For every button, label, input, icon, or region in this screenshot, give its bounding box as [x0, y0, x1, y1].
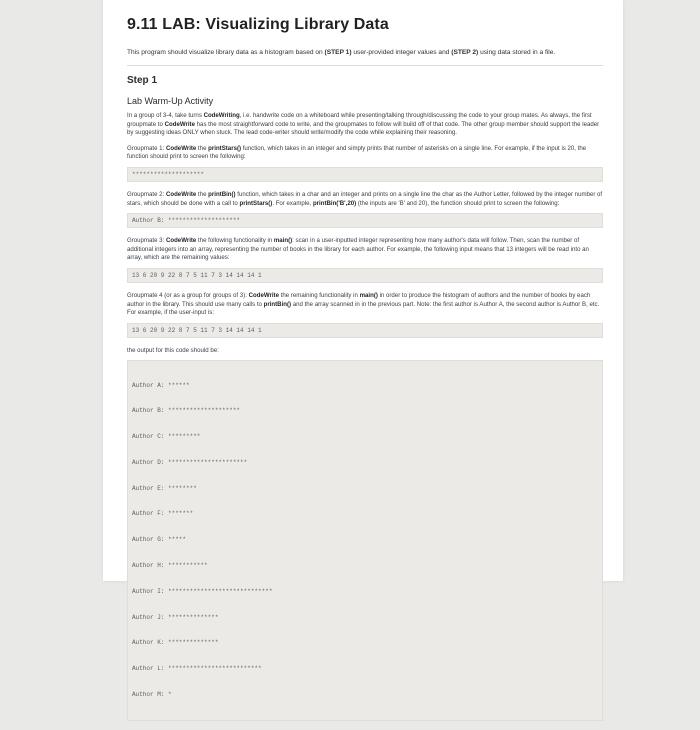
histogram-line: Author K: ************** [132, 639, 219, 647]
step-heading: Step 1 [127, 75, 158, 86]
histogram-line: Author D: ********************** [132, 458, 248, 466]
text-bold: printStars() [239, 199, 273, 207]
text-bold: CodeWrite [164, 120, 195, 128]
text: (the inputs are 'B' and 20), the function should print to screen the following: [356, 199, 560, 207]
lab-content [127, 16, 603, 730]
text: : scan in a user-inputted integer representing how many author's data will follow. Then, scan the number of additional integers into an array, representing the number of books in the library for each author. For example, the following input means that 13 integers will be read into an array, which are the remaining values: [127, 237, 589, 262]
text: the remaining functionality in [278, 291, 360, 299]
paragraph-groupmate-3 [127, 237, 603, 263]
histogram-line: Author H: *********** [132, 561, 208, 569]
text: the following functionality in [196, 237, 274, 245]
code-example-stars: ******************** [127, 167, 603, 182]
intro-step2: (STEP 2) [451, 49, 479, 56]
text-bold: CodeWriting [203, 112, 240, 119]
text: function, which takes in an integer and simply prints that number of asterisks on a single line. For example, if the input is 20, the function should print to screen the following: [127, 144, 587, 161]
text-bold: CodeWrite [165, 144, 197, 152]
text: In a group of 3-4, take turns [127, 112, 204, 119]
intro-pre: This program should visualize library data as a histogram based on [127, 49, 325, 56]
text: Groupmate 3: [127, 237, 166, 245]
histogram-line: Author M: * [132, 690, 172, 698]
histogram-line: Author F: ******* [132, 510, 194, 518]
text: Groupmate 1: [127, 144, 166, 152]
text: . For example, [272, 199, 313, 207]
code-example-bin: Author B: ******************** [127, 213, 603, 228]
text-bold: CodeWrite [248, 291, 279, 299]
text: function, which takes in a char and an integer and prints on a single line the char as the Author Letter, followed by the integer number of stars, which should be done with a call to [127, 190, 603, 207]
lab-page [103, 0, 623, 698]
intro-mid: user-provided integer values and [351, 49, 452, 56]
code-example-user-input: 13 6 20 9 22 8 7 5 11 7 3 14 14 14 1 [127, 323, 603, 338]
text: the [196, 144, 209, 152]
text-bold: printStars() [208, 144, 242, 152]
text: and the array scanned in in the previous part. Note: the first author is Author A, the second author is Author B, etc. For example, if the user-input is: [127, 300, 600, 317]
text-bold: main() [273, 237, 293, 245]
text-bold: CodeWrite [165, 190, 197, 198]
output-label: the output for this code should be: [127, 346, 219, 354]
text: Groupmate 2: [127, 190, 166, 198]
text: in order to produce the histogram of authors and the number of books by each author in the library. This should use many calls to [127, 291, 591, 308]
text: the [196, 190, 209, 198]
intro-post: using data stored in a file. [478, 49, 556, 56]
intro-step1: (STEP 1) [324, 49, 352, 56]
text-bold: main() [359, 291, 378, 299]
histogram-line: Author L: ************************** [132, 665, 262, 673]
text: Groupmate 4 (or as a group for groups of 3): [127, 291, 249, 299]
histogram-line: Author B: ******************** [132, 407, 241, 415]
text-bold: printBin() [208, 190, 236, 198]
histogram-line: Author C: ********* [132, 433, 201, 441]
paragraph-codewriting [127, 112, 603, 138]
page-title: 9.11 LAB: Visualizing Library Data [127, 16, 389, 33]
histogram-line: Author A: ****** [132, 381, 190, 389]
intro-text [127, 48, 603, 57]
text-bold: printBin('B',20) [312, 199, 357, 207]
histogram-line: Author I: ***************************** [132, 587, 273, 595]
activity-heading: Lab Warm-Up Activity [127, 96, 214, 106]
paragraph-groupmate-1 [127, 145, 603, 162]
text-bold: printBin() [263, 300, 292, 308]
text: has the most straightforward code to write, and the groupmates to follow will build off of that code. The other group member should support the leader by suggesting ideas ONLY when stuck. The lead code-writer should write/modify the code while explaining their reasoning. [127, 120, 600, 137]
code-example-histogram [127, 360, 603, 720]
text: , i.e. handwrite code on a whiteboard while presenting/talking through/discussing the code to your group mates. As always, the first groupmate to [127, 112, 592, 128]
paragraph-groupmate-4 [127, 292, 603, 318]
divider [127, 65, 603, 66]
paragraph-groupmate-2 [127, 191, 603, 208]
histogram-line: Author G: ***** [132, 536, 187, 544]
spacer [127, 138, 603, 145]
histogram-line: Author J: ************** [132, 613, 219, 621]
text-bold: CodeWrite [165, 237, 197, 245]
code-example-input: 13 6 20 9 22 8 7 5 11 7 3 14 14 14 1 [127, 268, 603, 283]
histogram-line: Author E: ******** [132, 484, 197, 492]
